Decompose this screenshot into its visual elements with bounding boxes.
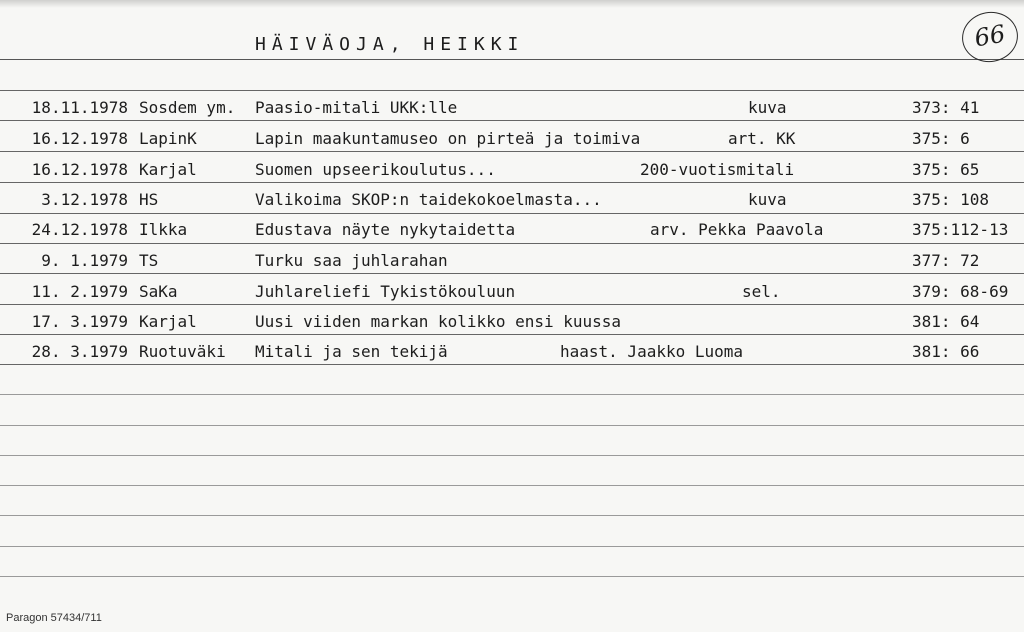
entry-article: Lapin maakuntamuseo on pirteä ja toimiva: [255, 129, 641, 148]
entry-reference: 375:112-13: [912, 220, 1009, 239]
entry-date: 16.12.1978: [31, 160, 128, 179]
entry-article: Uusi viiden markan kolikko ensi kuussa: [255, 312, 622, 331]
card-title: HÄIVÄOJA, HEIKKI: [255, 34, 525, 55]
entry-reference: 377: 72: [912, 251, 980, 270]
entry-row: [0, 216, 1024, 246]
entry-reference: 375: 6: [912, 129, 970, 148]
entry-source: TS: [139, 251, 159, 270]
entry-note: arv. Pekka Paavola: [650, 220, 824, 239]
entry-article: Juhlareliefi Tykistökouluun: [255, 282, 516, 301]
entry-reference: 375: 65: [912, 160, 980, 179]
entry-date: 16.12.1978: [31, 129, 128, 148]
entry-note: haast. Jaakko Luoma: [560, 342, 744, 361]
ruled-line: [0, 334, 1024, 335]
entry-source: Ilkka: [139, 220, 188, 239]
ruled-line: [0, 364, 1024, 365]
entry-source: Ruotuväki: [139, 342, 226, 361]
entry-date: 18.11.1978: [31, 98, 128, 117]
entry-note: kuva: [748, 190, 787, 209]
entry-reference: 381: 66: [912, 342, 980, 361]
ruled-line: [0, 243, 1024, 244]
entry-reference: 373: 41: [912, 98, 980, 117]
entry-note: art. KK: [728, 129, 796, 148]
page-number-circle: [958, 8, 1022, 67]
entry-source: Karjal: [139, 312, 197, 331]
entry-row: [0, 186, 1024, 216]
ruled-line: [0, 425, 1024, 426]
entry-source: SaKa: [139, 282, 178, 301]
card-top-edge: [0, 0, 1024, 8]
entry-article: Edustava näyte nykytaidetta: [255, 220, 516, 239]
entry-article: Paasio-mitali UKK:lle: [255, 98, 458, 117]
ruled-line: [0, 515, 1024, 516]
ruled-line: [0, 546, 1024, 547]
title-rule: [0, 59, 1024, 60]
entry-reference: 381: 64: [912, 312, 980, 331]
ruled-line: [0, 120, 1024, 121]
ruled-line: [0, 213, 1024, 214]
entry-source: Sosdem ym.: [139, 98, 236, 117]
entry-source: LapinK: [139, 129, 197, 148]
ruled-line: [0, 576, 1024, 577]
entry-date: 17. 3.1979: [31, 312, 128, 331]
entry-date: 11. 2.1979: [31, 282, 128, 301]
entry-note: kuva: [748, 98, 787, 117]
ruled-line: [0, 151, 1024, 152]
page-number: 66: [972, 19, 1008, 53]
entry-date: 9. 1.1979: [41, 251, 128, 270]
ruled-line: [0, 273, 1024, 274]
entry-article: Suomen upseerikoulutus...: [255, 160, 496, 179]
ruled-line: [0, 182, 1024, 183]
ruled-line: [0, 455, 1024, 456]
entry-article: Turku saa juhlarahan: [255, 251, 448, 270]
entry-date: 28. 3.1979: [31, 342, 128, 361]
ruled-line: [0, 90, 1024, 91]
entry-article: Mitali ja sen tekijä: [255, 342, 448, 361]
ruled-line: [0, 394, 1024, 395]
entry-note: 200-vuotismitali: [640, 160, 795, 179]
ruled-line: [0, 485, 1024, 486]
entry-source: Karjal: [139, 160, 197, 179]
entry-reference: 375: 108: [912, 190, 990, 209]
entry-source: HS: [139, 190, 159, 209]
entry-note: sel.: [742, 282, 781, 301]
entry-reference: 379: 68-69: [912, 282, 1009, 301]
ruled-line: [0, 304, 1024, 305]
entry-article: Valikoima SKOP:n taidekokoelmasta...: [255, 190, 602, 209]
card-footer: Paragon 57434/711: [6, 612, 102, 624]
entry-date: 24.12.1978: [31, 220, 128, 239]
entry-date: 3.12.1978: [41, 190, 128, 209]
